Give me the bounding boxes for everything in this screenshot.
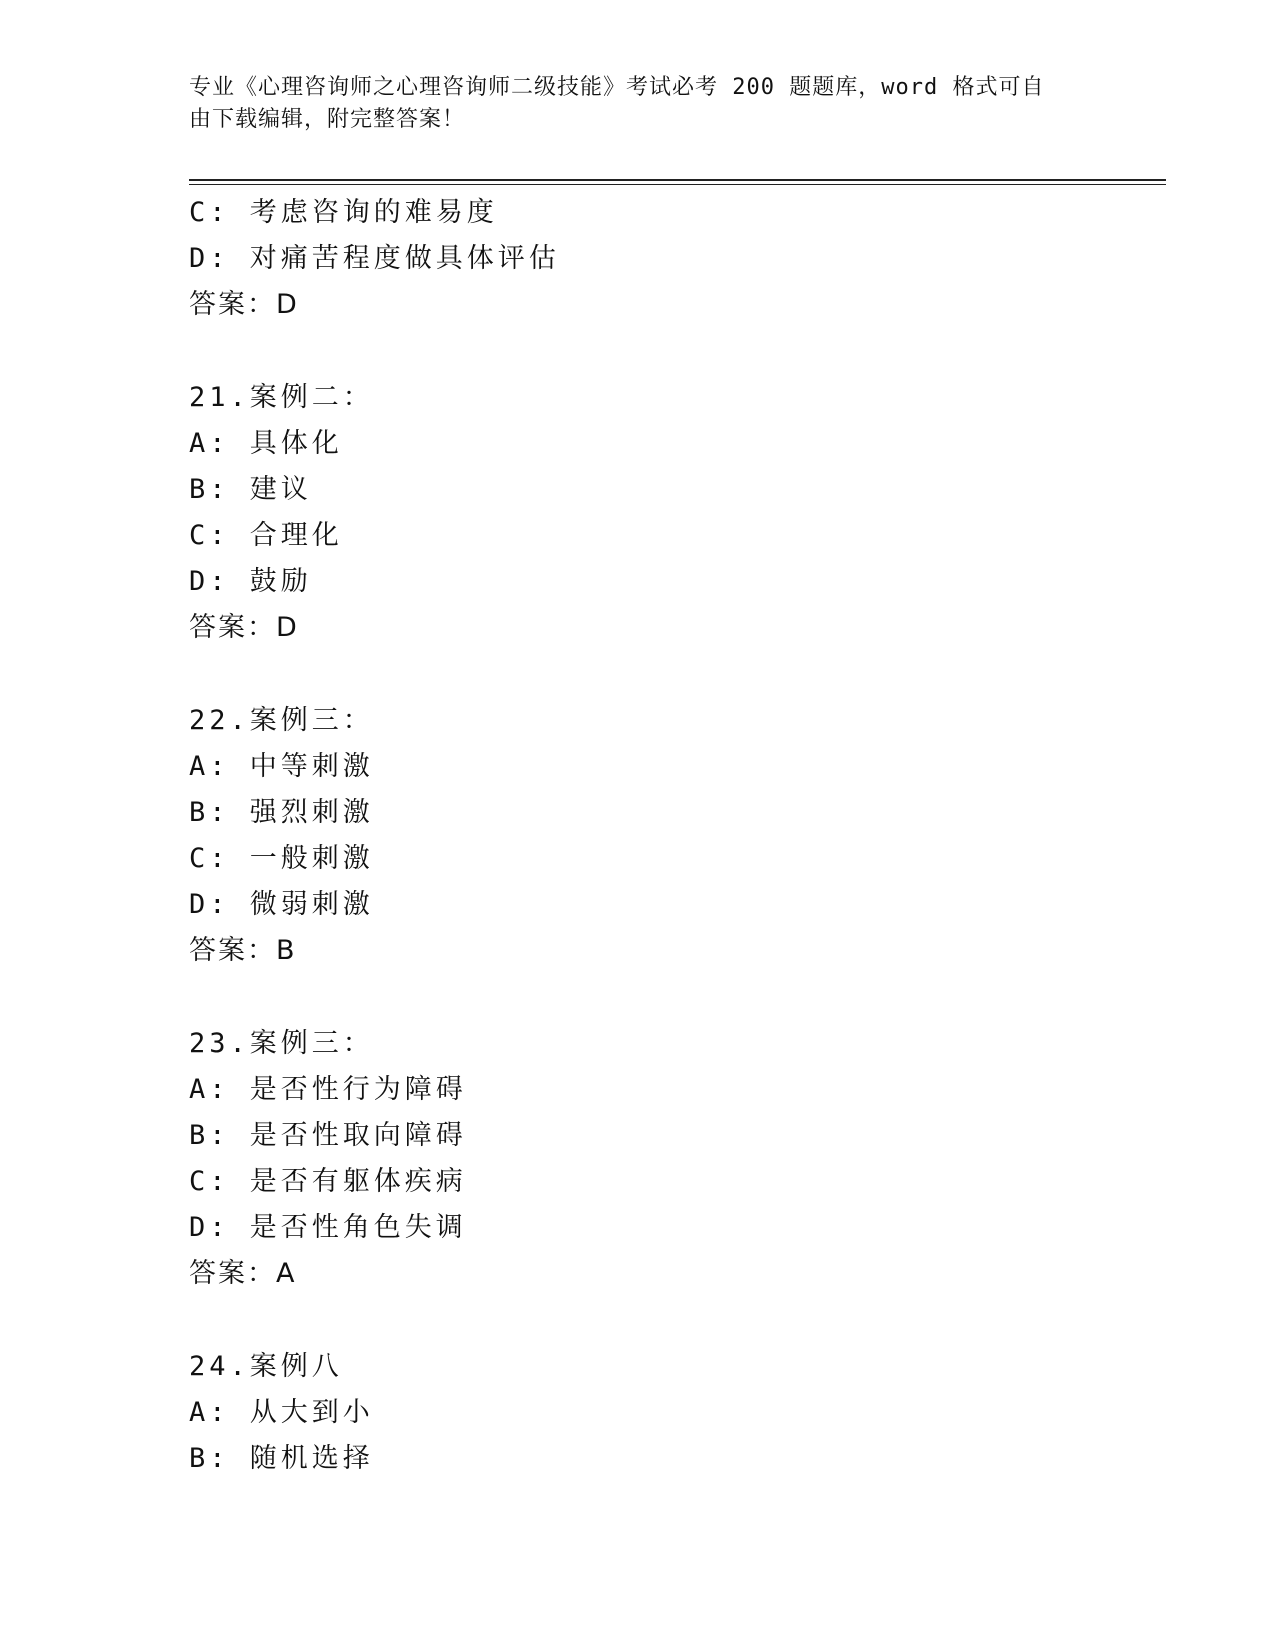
option-d: D: 鼓励 — [189, 566, 312, 597]
question-list — [189, 190, 1169, 1482]
option-c: C: 是否有躯体疾病 — [189, 1166, 467, 1197]
answer-line: 答案：B — [189, 935, 297, 966]
option-b: B: 强烈刺激 — [189, 797, 374, 828]
continued-question — [189, 190, 1169, 328]
answer-line: 答案：D — [189, 289, 299, 320]
option-d: D: 是否性角色失调 — [189, 1212, 467, 1243]
option-b: B: 随机选择 — [189, 1443, 374, 1474]
header-divider-thick — [189, 179, 1166, 181]
spacer — [189, 1297, 1169, 1344]
option-a: A: 从大到小 — [189, 1397, 374, 1428]
option-d: D: 对痛苦程度做具体评估 — [189, 243, 560, 274]
option-d: D: 微弱刺激 — [189, 889, 374, 920]
spacer — [189, 974, 1169, 1021]
question-22 — [189, 698, 1169, 974]
option-c: C: 合理化 — [189, 520, 343, 551]
question-24 — [189, 1344, 1169, 1482]
spacer — [189, 328, 1169, 375]
option-c: C: 一般刺激 — [189, 843, 374, 874]
option-a: A: 具体化 — [189, 428, 343, 459]
option-c: C: 考虑咨询的难易度 — [189, 197, 498, 228]
header-line-1: 专业《心理咨询师之心理咨询师二级技能》考试必考 200 题题库，word 格式可自 — [189, 75, 1045, 100]
answer-line: 答案：D — [189, 612, 299, 643]
document-header — [189, 72, 1089, 136]
question-title: 21.案例二： — [189, 382, 374, 413]
question-21 — [189, 375, 1169, 651]
option-b: B: 建议 — [189, 474, 312, 505]
header-divider-thin — [189, 184, 1166, 185]
header-line-2: 由下载编辑，附完整答案！ — [189, 107, 466, 132]
spacer — [189, 651, 1169, 698]
question-title: 23.案例三： — [189, 1028, 374, 1059]
option-a: A: 中等刺激 — [189, 751, 374, 782]
question-title: 22.案例三： — [189, 705, 374, 736]
option-a: A: 是否性行为障碍 — [189, 1074, 467, 1105]
question-title: 24.案例八 — [189, 1351, 343, 1382]
option-b: B: 是否性取向障碍 — [189, 1120, 467, 1151]
answer-line: 答案：A — [189, 1258, 297, 1289]
question-23 — [189, 1021, 1169, 1297]
